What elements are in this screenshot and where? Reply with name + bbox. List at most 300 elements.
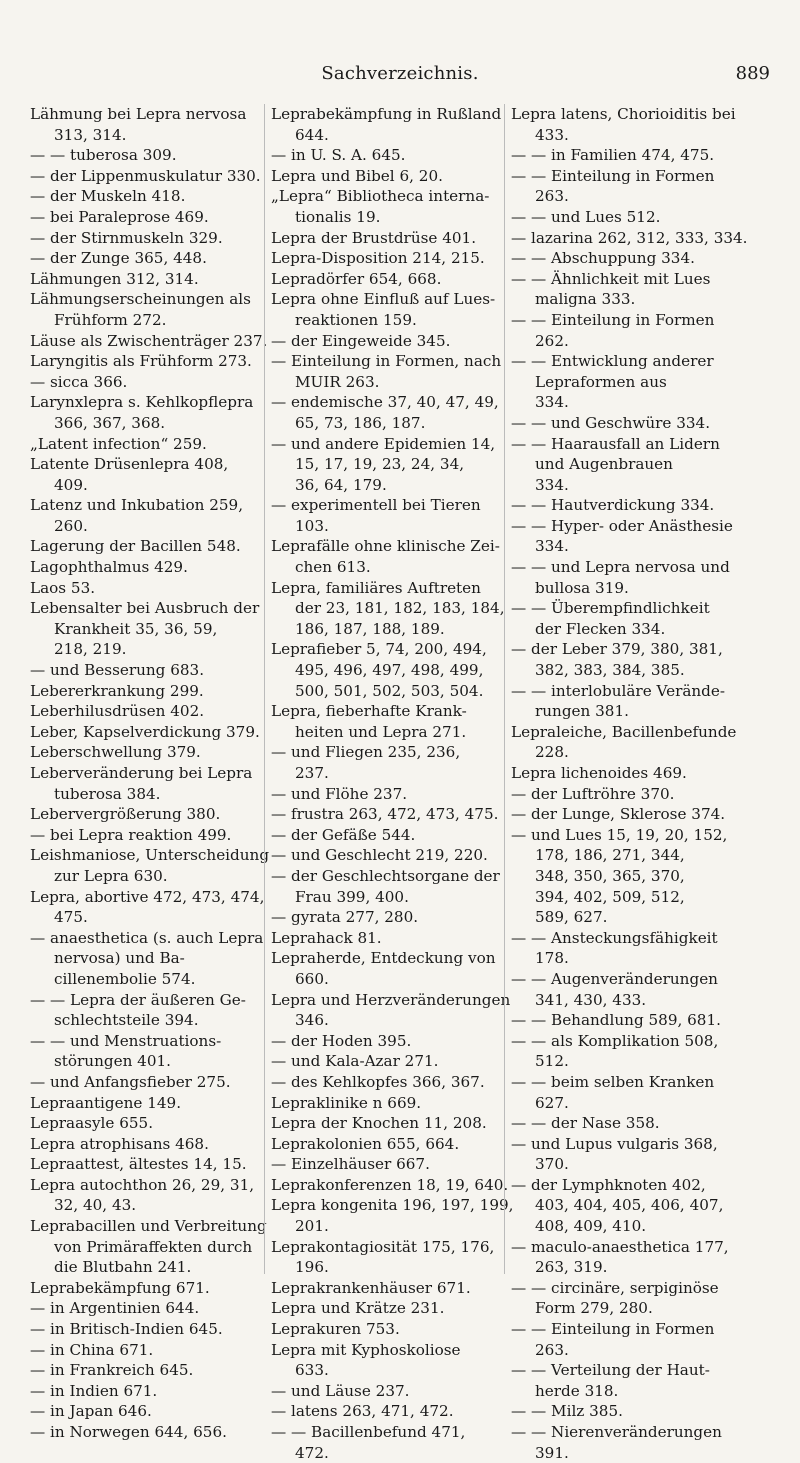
- page-number: 889: [735, 63, 770, 84]
- index-entry: [271, 1422, 499, 1463]
- index-entry-continuation: 346.: [295, 1011, 329, 1030]
- index-entry: [271, 1340, 499, 1381]
- index-entry: [30, 804, 252, 825]
- index-column-1: [30, 104, 270, 1441]
- index-entry-continuation: die Blutbahn 241.: [54, 1258, 192, 1277]
- index-entry-line: — der Eingeweide 345.: [271, 331, 451, 350]
- index-entry-continuation: 263.: [535, 187, 569, 206]
- index-entry: [271, 392, 499, 433]
- index-entry: [271, 1175, 509, 1196]
- index-entry-line: — — und Lues 512.: [511, 207, 661, 226]
- index-entry-continuation: bullosa 319.: [535, 578, 629, 597]
- index-entry: [30, 1154, 252, 1175]
- index-entry-line: — der Luftröhre 370.: [511, 784, 675, 803]
- index-entry: [30, 1360, 252, 1381]
- index-entry-line: — und Läuse 237.: [271, 1381, 410, 1400]
- index-entry: [30, 928, 264, 990]
- index-entry-continuation: 263.: [535, 1340, 569, 1359]
- index-entry: [30, 1319, 252, 1340]
- index-entry-continuation: 196.: [295, 1258, 329, 1277]
- index-entry-line: — Einzelhäuser 667.: [271, 1155, 430, 1174]
- index-entry: [271, 1401, 499, 1422]
- index-entry: [30, 289, 252, 330]
- index-entry: [271, 104, 502, 145]
- index-entry-line: Lepra, fieberhafte Krank-: [271, 702, 467, 721]
- index-entry-line: — in Norwegen 644, 656.: [30, 1423, 227, 1441]
- index-entry-line: — — Ähnlichkeit mit Lues: [511, 269, 711, 288]
- index-entry: [271, 742, 499, 783]
- index-entry-line: Leprabacillen und Verbreitung: [30, 1217, 267, 1236]
- index-entry: [30, 536, 252, 557]
- index-entry-line: Lagophthalmus 429.: [30, 558, 188, 577]
- index-entry-line: Lepra kongenita 196, 197, 199,: [271, 1196, 514, 1215]
- index-entry: [511, 763, 779, 784]
- index-entry: [511, 1360, 779, 1401]
- index-entry-continuation: 366, 367, 368.: [54, 413, 166, 432]
- index-entry: [511, 1278, 779, 1319]
- index-entry-line: Lepra, familiäres Auftreten: [271, 578, 481, 597]
- index-entry-continuation: von Primäraffekten durch: [54, 1237, 253, 1256]
- index-entry: [30, 269, 252, 290]
- index-entry-continuation: 408, 409, 410.: [535, 1217, 647, 1236]
- index-entry: [30, 763, 252, 804]
- index-entry-continuation: schlechtsteile 394.: [54, 1011, 199, 1030]
- index-entry-continuation: Krankheit 35, 36, 59,: [54, 619, 218, 638]
- index-entry-line: Lebensalter bei Ausbruch der: [30, 599, 260, 618]
- index-entry: [30, 248, 252, 269]
- index-entry: [271, 825, 499, 846]
- index-entry: [511, 1031, 779, 1072]
- index-entry: [30, 434, 252, 455]
- index-entry: [30, 1031, 252, 1072]
- index-entry-continuation: 409.: [54, 475, 88, 494]
- index-entry: [30, 495, 252, 536]
- index-entry-continuation: 178, 186, 271, 344,: [535, 846, 685, 865]
- index-entry-line: — bei Paraleprose 469.: [30, 207, 209, 226]
- index-entry-line: — gyrata 277, 280.: [271, 908, 419, 927]
- index-entry-continuation: 334.: [535, 537, 569, 556]
- index-entry: [30, 1381, 252, 1402]
- index-entry-line: Lepra und Herzveränderungen: [271, 990, 511, 1009]
- index-entry: [511, 1113, 779, 1134]
- index-entry-line: Leprafieber 5, 74, 200, 494,: [271, 640, 487, 659]
- index-entry: [271, 536, 499, 577]
- index-entry: [511, 722, 779, 763]
- index-entry-line: Lepradörfer 654, 668.: [271, 269, 442, 288]
- index-entry-line: Leberschwellung 379.: [30, 743, 201, 762]
- index-entry-continuation: tuberosa 384.: [54, 784, 161, 803]
- index-entry-continuation: 218, 219.: [54, 640, 127, 659]
- index-entry-line: — — beim selben Kranken: [511, 1072, 715, 1091]
- index-entry-line: — — Haarausfall an Lidern: [511, 434, 720, 453]
- index-entry: [511, 413, 779, 434]
- index-entry: [271, 1381, 499, 1402]
- index-entry: [30, 351, 252, 372]
- index-entry-line: — und Besserung 683.: [30, 661, 205, 680]
- index-entry-line: Laryngitis als Frühform 273.: [30, 352, 252, 371]
- index-entry-line: — — Einteilung in Formen: [511, 166, 715, 185]
- index-entry-line: Leprabekämpfung in Rußland: [271, 105, 502, 123]
- index-entry: [30, 701, 252, 722]
- index-entry: [271, 1154, 499, 1175]
- index-entry-line: — und Flöhe 237.: [271, 784, 408, 803]
- index-entry-line: — in Japan 646.: [30, 1402, 152, 1421]
- index-entry-continuation: 391.: [535, 1443, 569, 1462]
- index-entry: [511, 516, 779, 557]
- index-entry: [271, 784, 499, 805]
- index-entry-line: — — Hautverdickung 334.: [511, 496, 715, 515]
- index-entry-continuation: Lepraformen aus: [535, 372, 667, 391]
- index-entry: [30, 145, 252, 166]
- index-entry: [30, 1298, 252, 1319]
- index-entry-line: — lazarina 262, 312, 333, 334.: [511, 228, 748, 247]
- index-entry: [271, 1195, 514, 1236]
- index-entry-line: — — als Komplikation 508,: [511, 1031, 719, 1050]
- index-entry: [30, 1113, 252, 1134]
- index-entry-line: — und Anfangsfieber 275.: [30, 1072, 231, 1091]
- index-entry-line: — in Frankreich 645.: [30, 1361, 194, 1380]
- index-entry-line: — — und Lepra nervosa und: [511, 558, 730, 577]
- index-entry: [271, 351, 502, 392]
- index-entry: [271, 948, 499, 989]
- index-entry: [511, 681, 779, 722]
- index-entry-line: — latens 263, 471, 472.: [271, 1402, 454, 1421]
- index-entry-continuation: 644.: [295, 125, 329, 144]
- index-entry-continuation: der 23, 181, 182, 183, 184,: [295, 599, 505, 618]
- index-entry-line: Leberveränderung bei Lepra: [30, 764, 253, 782]
- index-entry-continuation: der Flecken 334.: [535, 619, 666, 638]
- index-entry-continuation: reaktionen 159.: [295, 310, 417, 329]
- index-entry-line: — Einteilung in Formen, nach: [271, 352, 502, 371]
- index-entry-line: — — Lepra der äußeren Ge-: [30, 990, 246, 1009]
- index-entry-line: Lähmungen 312, 314.: [30, 269, 199, 288]
- index-entry-continuation: und Augenbrauen: [535, 455, 673, 474]
- index-entry: [271, 1113, 499, 1134]
- index-entry: [511, 969, 779, 1010]
- index-entry-continuation: 433.: [535, 125, 569, 144]
- index-entry-continuation: 15, 17, 19, 23, 24, 34,: [295, 455, 465, 474]
- index-entry-line: Latenz und Inkubation 259,: [30, 496, 244, 515]
- index-entry: [511, 804, 779, 825]
- index-entry-continuation: 627.: [535, 1093, 569, 1112]
- index-entry: [30, 1401, 252, 1422]
- index-entry-line: Lepra und Krätze 231.: [271, 1299, 445, 1318]
- index-entry-line: Leprahack 81.: [271, 928, 382, 947]
- index-entry-line: — — Verteilung der Haut-: [511, 1361, 710, 1380]
- index-entry-line: Lepra ohne Einfluß auf Lues-: [271, 290, 496, 309]
- index-entry: [511, 310, 779, 351]
- index-entry-line: — — Augenveränderungen: [511, 969, 718, 988]
- index-entry-continuation: 589, 627.: [535, 908, 608, 927]
- index-entry-continuation: tionalis 19.: [295, 207, 381, 226]
- index-entry-continuation: chen 613.: [295, 558, 371, 577]
- index-entry: [30, 990, 252, 1031]
- index-entry-line: Lepra autochthon 26, 29, 31,: [30, 1175, 255, 1194]
- index-entry: [30, 186, 252, 207]
- index-entry-continuation: heiten und Lepra 271.: [295, 722, 467, 741]
- index-entry-continuation: nervosa) und Ba-: [54, 949, 185, 968]
- index-entry: [511, 1072, 779, 1113]
- index-entry-continuation: 394, 402, 509, 512,: [535, 887, 685, 906]
- index-entry-line: — der Lunge, Sklerose 374.: [511, 805, 726, 824]
- index-entry-line: Lepra und Bibel 6, 20.: [271, 166, 443, 185]
- index-entry-line: Lepraleiche, Bacillenbefunde: [511, 722, 737, 741]
- index-entry-continuation: 237.: [295, 764, 329, 782]
- index-entry: [271, 1278, 499, 1299]
- index-entry-line: — der Hoden 395.: [271, 1031, 412, 1050]
- index-entry: [271, 1237, 499, 1278]
- index-entry-continuation: 65, 73, 186, 187.: [295, 413, 426, 432]
- index-entry-continuation: 228.: [535, 743, 569, 762]
- index-entry-continuation: 186, 187, 188, 189.: [295, 619, 445, 638]
- index-entry-line: Lepraherde, Entdeckung von: [271, 949, 496, 968]
- index-entry-continuation: 201.: [295, 1217, 329, 1236]
- index-entry-continuation: 178.: [535, 949, 569, 968]
- index-entry-line: Lepra latens, Chorioiditis bei: [511, 105, 736, 123]
- index-entry: [511, 598, 779, 639]
- index-entry-line: — — Einteilung in Formen: [511, 310, 715, 329]
- index-entry-continuation: MUIR 263.: [295, 372, 380, 391]
- index-entry: [271, 1319, 499, 1340]
- index-entry-line: — — Entwicklung anderer: [511, 352, 714, 371]
- index-entry: [511, 104, 779, 145]
- index-entry-continuation: 495, 496, 497, 498, 499,: [295, 661, 484, 680]
- index-entry: [511, 248, 779, 269]
- index-entry-line: — und Lupus vulgaris 368,: [511, 1134, 718, 1153]
- index-entry-line: Lebervergrößerung 380.: [30, 805, 221, 824]
- index-entry-line: — der Lippenmuskulatur 330.: [30, 166, 261, 185]
- index-entry: [511, 166, 779, 207]
- index-entry: [30, 1134, 252, 1155]
- index-entry-line: — des Kehlkopfes 366, 367.: [271, 1072, 485, 1091]
- index-entry: [30, 845, 270, 886]
- index-entry-line: — — Hyper- oder Anästhesie: [511, 516, 733, 535]
- index-entry-line: Lähmungserscheinungen als: [30, 290, 251, 309]
- index-entry: [511, 269, 779, 310]
- index-entry: [271, 1072, 499, 1093]
- index-entry: [511, 228, 779, 249]
- index-entry-line: — der Leber 379, 380, 381,: [511, 640, 723, 659]
- index-entry-continuation: 262.: [535, 331, 569, 350]
- index-entry: [30, 1340, 252, 1361]
- index-entry: [511, 1010, 779, 1031]
- index-column-2: [264, 104, 514, 1462]
- index-entry-line: — anaesthetica (s. auch Lepra: [30, 928, 264, 947]
- index-entry-line: — endemische 37, 40, 47, 49,: [271, 393, 499, 412]
- index-entry-continuation: 403, 404, 405, 406, 407,: [535, 1196, 724, 1215]
- index-entry-line: — — tuberosa 309.: [30, 146, 177, 165]
- index-entry-line: Lepra mit Kyphoskoliose: [271, 1340, 461, 1359]
- index-entry-line: Lebererkrankung 299.: [30, 681, 204, 700]
- index-entry: [271, 866, 499, 907]
- index-entry-continuation: cillenembolie 574.: [54, 969, 196, 988]
- index-entry-continuation: 260.: [54, 516, 88, 535]
- index-entry-line: — der Muskeln 418.: [30, 187, 186, 206]
- index-entry-line: — sicca 366.: [30, 372, 128, 391]
- index-entry-line: — der Geschlechtsorgane der: [271, 866, 500, 885]
- index-entry: [511, 1401, 779, 1422]
- index-entry-continuation: 263, 319.: [535, 1258, 608, 1277]
- index-entry: [271, 166, 499, 187]
- index-entry-continuation: 36, 64, 179.: [295, 475, 387, 494]
- index-entry: [271, 1093, 499, 1114]
- index-entry: [30, 1175, 255, 1216]
- index-entry: [271, 928, 499, 949]
- index-entry-line: — — und Geschwüre 334.: [511, 413, 711, 432]
- index-entry-continuation: 382, 383, 384, 385.: [535, 661, 685, 680]
- index-entry-continuation: 370.: [535, 1155, 569, 1174]
- index-entry-line: — — Überempfindlichkeit: [511, 599, 710, 618]
- index-entry-line: — und Kala-Azar 271.: [271, 1052, 439, 1071]
- index-entry-line: — in Indien 671.: [30, 1381, 158, 1400]
- index-entry-line: Lagerung der Bacillen 548.: [30, 537, 241, 556]
- index-entry: [30, 1072, 252, 1093]
- index-entry: [511, 207, 779, 228]
- index-entry-line: Läuse als Zwischenträger 237.: [30, 331, 268, 350]
- index-entry: [30, 722, 260, 743]
- index-entry: [271, 248, 499, 269]
- index-entry-line: „Lepra“ Bibliotheca interna-: [271, 187, 490, 206]
- index-entry-line: — — Ansteckungsfähigkeit: [511, 928, 718, 947]
- index-entry-line: — experimentell bei Tieren: [271, 496, 481, 515]
- index-entry: [511, 639, 779, 680]
- index-entry-line: — — Milz 385.: [511, 1402, 623, 1421]
- index-entry: [30, 825, 252, 846]
- index-entry: [30, 1093, 252, 1114]
- index-entry-continuation: 334.: [535, 393, 569, 412]
- index-entry-line: Lepra lichenoides 469.: [511, 764, 687, 782]
- index-entry: [271, 1298, 499, 1319]
- index-entry: [30, 454, 252, 495]
- index-entry-continuation: 660.: [295, 969, 329, 988]
- index-entry: [30, 681, 252, 702]
- index-entry-line: Lepra-Disposition 214, 215.: [271, 249, 485, 268]
- index-entry: [511, 557, 779, 598]
- index-entry: [271, 145, 499, 166]
- index-entry: [511, 434, 779, 496]
- index-entry: [30, 742, 252, 763]
- index-entry-line: — frustra 263, 472, 473, 475.: [271, 805, 499, 824]
- index-entry-line: — der Gefäße 544.: [271, 825, 416, 844]
- index-entry-continuation: maligna 333.: [535, 290, 636, 309]
- index-entry: [511, 1319, 779, 1360]
- index-entry-line: Lepraantigene 149.: [30, 1093, 182, 1112]
- index-entry: [271, 495, 499, 536]
- index-entry-line: — in Britisch-Indien 645.: [30, 1320, 223, 1339]
- index-entry: [271, 639, 499, 701]
- index-entry-line: Leprakolonien 655, 664.: [271, 1134, 460, 1153]
- index-entry: [271, 331, 499, 352]
- index-entry: [30, 1278, 252, 1299]
- index-entry: [30, 578, 252, 599]
- index-entry: [30, 598, 260, 660]
- index-entry-line: — in U. S. A. 645.: [271, 146, 406, 165]
- index-entry-continuation: zur Lepra 630.: [54, 866, 168, 885]
- index-entry: [30, 104, 252, 145]
- index-entry-line: Lepra der Knochen 11, 208.: [271, 1114, 487, 1133]
- index-entry: [511, 1422, 779, 1463]
- index-entry-line: Latente Drüsenlepra 408,: [30, 455, 229, 474]
- index-entry-line: Leprabekämpfung 671.: [30, 1278, 210, 1297]
- index-entry: [30, 660, 252, 681]
- index-entry-continuation: rungen 381.: [535, 702, 629, 721]
- index-entry-continuation: 341, 430, 433.: [535, 990, 647, 1009]
- index-entry-line: Leprakonferenzen 18, 19, 640.: [271, 1175, 509, 1194]
- index-entry-line: Laos 53.: [30, 578, 96, 597]
- index-entry-line: — — der Nase 358.: [511, 1114, 660, 1133]
- index-entry: [511, 928, 779, 969]
- index-entry: [271, 578, 505, 640]
- index-entry: [271, 845, 499, 866]
- index-entry-line: Leprakrankenhäuser 671.: [271, 1278, 471, 1297]
- index-entry-line: Lepra der Brustdrüse 401.: [271, 228, 477, 247]
- index-entry-line: Lepra atrophisans 468.: [30, 1134, 209, 1153]
- index-entry-line: Lepraasyle 655.: [30, 1114, 154, 1133]
- index-entry-line: — — Bacillenbefund 471,: [271, 1423, 466, 1441]
- index-entry-line: — maculo-anaesthetica 177,: [511, 1237, 729, 1256]
- index-entry-line: — in China 671.: [30, 1340, 154, 1359]
- index-entry: [30, 207, 252, 228]
- index-entry-continuation: 633.: [295, 1361, 329, 1380]
- index-entry-line: Leprakontagiosität 175, 176,: [271, 1237, 495, 1256]
- index-entry: [271, 804, 499, 825]
- index-entry: [511, 1134, 779, 1175]
- index-entry-continuation: 348, 350, 365, 370,: [535, 866, 685, 885]
- index-entry: [511, 825, 779, 928]
- index-entry-line: — und andere Epidemien 14,: [271, 434, 496, 453]
- index-entry-line: — in Argentinien 644.: [30, 1299, 200, 1318]
- running-title: Sachverzeichnis.: [321, 63, 479, 84]
- index-entry-continuation: 500, 501, 502, 503, 504.: [295, 681, 484, 700]
- index-entry: [30, 228, 252, 249]
- index-entry: [511, 1237, 779, 1278]
- index-entry-continuation: störungen 401.: [54, 1052, 171, 1071]
- index-entry-line: Lähmung bei Lepra nervosa: [30, 105, 247, 123]
- index-entry: [30, 887, 265, 928]
- index-entry-line: — der Zunge 365, 448.: [30, 249, 207, 268]
- index-entry: [271, 907, 499, 928]
- index-entry-line: Leprakuren 753.: [271, 1320, 400, 1339]
- index-entry: [511, 784, 779, 805]
- index-entry-line: „Latent infection“ 259.: [30, 434, 207, 453]
- index-entry-continuation: Form 279, 280.: [535, 1299, 653, 1318]
- index-entry-line: — der Lymphknoten 402,: [511, 1175, 706, 1194]
- index-entry-line: — — und Menstruations-: [30, 1031, 222, 1050]
- index-entry-continuation: herde 318.: [535, 1381, 619, 1400]
- index-column-3: [504, 104, 779, 1462]
- index-entry: [511, 495, 779, 516]
- index-entry: [30, 1216, 267, 1278]
- index-entry: [271, 701, 499, 742]
- index-entry-line: Lepra, abortive 472, 473, 474,: [30, 887, 265, 906]
- index-entry-line: Leber, Kapselverdickung 379.: [30, 722, 260, 741]
- index-entry-line: — und Fliegen 235, 236,: [271, 743, 461, 762]
- index-entry-line: — — Nierenveränderungen: [511, 1423, 722, 1441]
- index-entry-line: — — Abschuppung 334.: [511, 249, 695, 268]
- index-entry-continuation: 32, 40, 43.: [54, 1196, 137, 1215]
- index-entry-line: Lepraattest, ältestes 14, 15.: [30, 1155, 247, 1174]
- index-entry: [30, 392, 252, 433]
- index-entry-line: Leishmaniose, Unterscheidung: [30, 846, 270, 865]
- index-entry-line: — — interlobuläre Verände-: [511, 681, 726, 700]
- index-entry: [511, 145, 779, 166]
- index-entry-line: Lepraklinike n 669.: [271, 1093, 422, 1112]
- index-entry: [511, 351, 779, 413]
- index-entry-continuation: 475.: [54, 908, 88, 927]
- index-entry: [271, 434, 499, 496]
- page-header: [0, 63, 800, 93]
- index-entry-continuation: Frau 399, 400.: [295, 887, 409, 906]
